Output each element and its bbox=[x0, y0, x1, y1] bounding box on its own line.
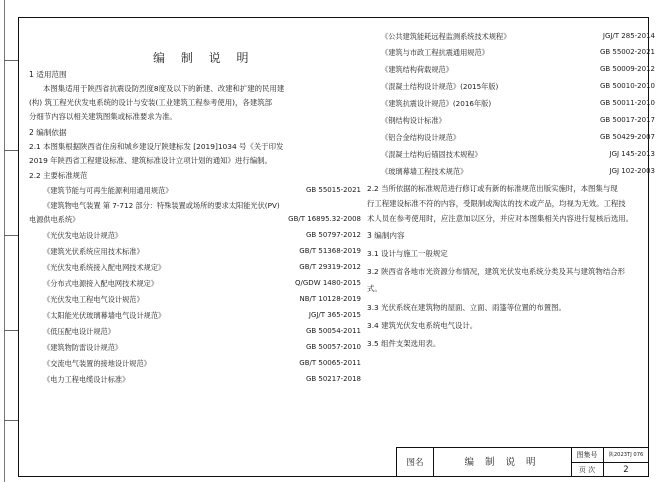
page-number: 2 bbox=[623, 465, 629, 475]
section-3-3-text: 3.3 光伏系统在建筑物的屋面、立面、雨篷等位置的布置图。 bbox=[367, 303, 566, 312]
standard-code: GB 55015-2021 bbox=[305, 186, 361, 194]
standard-name: 《钢结构设计标准》 bbox=[381, 116, 446, 125]
section-2-heading: 2 编制依据 bbox=[29, 128, 67, 137]
standard-code: GB/T 50065-2011 bbox=[299, 359, 361, 367]
standard-name: 《光伏发电工程电气设计规范》 bbox=[43, 295, 144, 304]
standard-name: 《光伏发电站设计规范》 bbox=[43, 231, 123, 240]
standard-code: GB/T 51368-2019 bbox=[299, 247, 361, 255]
standard-code: Q/GDW 1480-2015 bbox=[295, 279, 361, 287]
standard-name: 《公共建筑能耗远程监测系统技术规程》 bbox=[381, 32, 511, 41]
standard-name: 《低压配电设计规范》 bbox=[43, 327, 115, 336]
standard-name: 《建筑与市政工程抗震通用规范》 bbox=[381, 48, 489, 57]
section-1-text: 本图集适用于陕西省抗震设防烈度8度及以下的新建、改建和扩建的民用建 bbox=[43, 84, 285, 93]
standard-code: GB 50429-2007 bbox=[599, 133, 655, 141]
section-3-2-text: 3.2 陕西省各地市光资源分布情况，建筑光伏发电系统分类及其与建筑物结合形 bbox=[367, 267, 625, 276]
drawing-name: 编 制 说 明 bbox=[464, 457, 540, 468]
standard-code: GB 50010-2010 bbox=[599, 82, 655, 90]
standard-code: GB 50009-2012 bbox=[599, 65, 655, 73]
standard-name: 《混凝土结构后锚固技术规程》 bbox=[381, 150, 482, 159]
section-3-4-text: 3.4 建筑光伏发电系统电气设计。 bbox=[367, 321, 478, 330]
standard-name: 《混凝土结构设计规范》(2015年版) bbox=[381, 82, 499, 91]
standard-code: JGJ/T 285-2014 bbox=[602, 32, 655, 40]
sheet-frame bbox=[18, 17, 655, 477]
standard-name: 《建筑物防雷设计规范》 bbox=[43, 343, 123, 352]
section-2-2-heading: 2.2 主要标准规范 bbox=[29, 171, 88, 180]
section-3-1-text: 3.1 设计与施工一般规定 bbox=[367, 249, 448, 258]
standard-code: GB 50797-2012 bbox=[305, 231, 361, 239]
standard-code: JGJ 145-2013 bbox=[609, 150, 655, 158]
binding-edge bbox=[0, 0, 5, 482]
section-1-text: (构) 筑工程光伏发电系统的设计与安装(工业建筑工程参考使用)，各建筑部 bbox=[29, 98, 272, 107]
standard-name: 《交流电气装置的接地设计规范》 bbox=[43, 359, 151, 368]
standard-name: 《玻璃幕墙工程技术规范》 bbox=[381, 167, 468, 176]
section-2-1-text: 2019 年陕西省工程建设标准、建筑标准设计立项计划的通知》进行编制。 bbox=[29, 156, 272, 165]
standard-code: GB/T 29319-2012 bbox=[299, 263, 361, 271]
standard-name: 《建筑物电气装置 第 7-712 部分：特殊装置或场所的要求太阳能光伏(PV) bbox=[43, 201, 280, 210]
section-3-2-text: 式。 bbox=[367, 284, 382, 293]
binding-tick bbox=[4, 150, 18, 151]
standard-name: 《建筑结构荷载规范》 bbox=[381, 65, 453, 74]
standard-code: GB 50057-2010 bbox=[305, 343, 361, 351]
section-2-1-text: 2.1 本图集根据陕西省住房和城乡建设厅陕建标发 [2019]1034 号《关于印发 bbox=[29, 142, 284, 151]
section-1-text: 分细节内容以相关建筑图集或标准要求为准。 bbox=[29, 112, 177, 121]
binding-tick bbox=[4, 235, 18, 236]
standard-name: 《太阳能光伏玻璃幕墙电气设计规范》 bbox=[43, 311, 166, 320]
standard-code: NB/T 10128-2019 bbox=[299, 295, 361, 303]
section-3-heading: 3 编制内容 bbox=[367, 231, 405, 240]
standard-code: GB 55002-2021 bbox=[599, 48, 655, 56]
standard-code: GB 50017-2017 bbox=[599, 116, 655, 124]
drawing-name-label: 图名 bbox=[406, 458, 424, 468]
section-2-2-note: 术人员在参考使用时，应注意加以区分，并应对本图集相关内容进行复核后选用。 bbox=[367, 214, 634, 223]
standard-code: GB 50054-2011 bbox=[305, 327, 361, 335]
atlas-number: 陕2023TJ 076 bbox=[608, 452, 644, 458]
standard-code: GB 50217-2018 bbox=[305, 375, 361, 383]
standard-code: GB/T 16895.32-2008 bbox=[288, 215, 361, 223]
atlas-number-label: 图集号 bbox=[576, 451, 598, 459]
binding-tick bbox=[4, 330, 18, 331]
page-number-label: 页 次 bbox=[578, 466, 596, 474]
binding-tick bbox=[4, 60, 18, 61]
standard-name: 《分布式电源接入配电网技术规定》 bbox=[43, 279, 159, 288]
standard-name: 《建筑节能与可再生能源利用通用规范》 bbox=[43, 186, 173, 195]
standard-name: 《光伏发电系统接入配电网技术规定》 bbox=[43, 263, 166, 272]
section-3-5-text: 3.5 组件支架选用表。 bbox=[367, 339, 441, 348]
page-title: 编 制 说 明 bbox=[153, 51, 255, 65]
section-2-2-note: 2.2 当所依据的标准规范进行修订或有新的标准规范出版实施时，本图集与现 bbox=[367, 184, 618, 193]
standard-code: JGJ 102-2003 bbox=[609, 167, 655, 175]
section-2-2-note: 行工程建设标准不符的内容，受限制或淘汰的技术或产品，均视为无效。工程技 bbox=[367, 199, 626, 208]
standard-code: JGJ/T 365-2015 bbox=[308, 311, 361, 319]
standard-code: GB 50011-2010 bbox=[599, 99, 655, 107]
standard-name: 《电力工程电缆设计标准》 bbox=[43, 375, 130, 384]
binding-tick bbox=[4, 420, 18, 421]
title-block bbox=[396, 447, 649, 477]
standard-name: 电源供电系统》 bbox=[29, 215, 80, 224]
section-1-heading: 1 适用范围 bbox=[29, 70, 67, 79]
standard-name: 《铝合金结构设计规范》 bbox=[381, 133, 461, 142]
standard-name: 《建筑抗震设计规范》(2016年版) bbox=[381, 99, 492, 108]
standard-name: 《建筑光伏系统应用技术标准》 bbox=[43, 247, 144, 256]
